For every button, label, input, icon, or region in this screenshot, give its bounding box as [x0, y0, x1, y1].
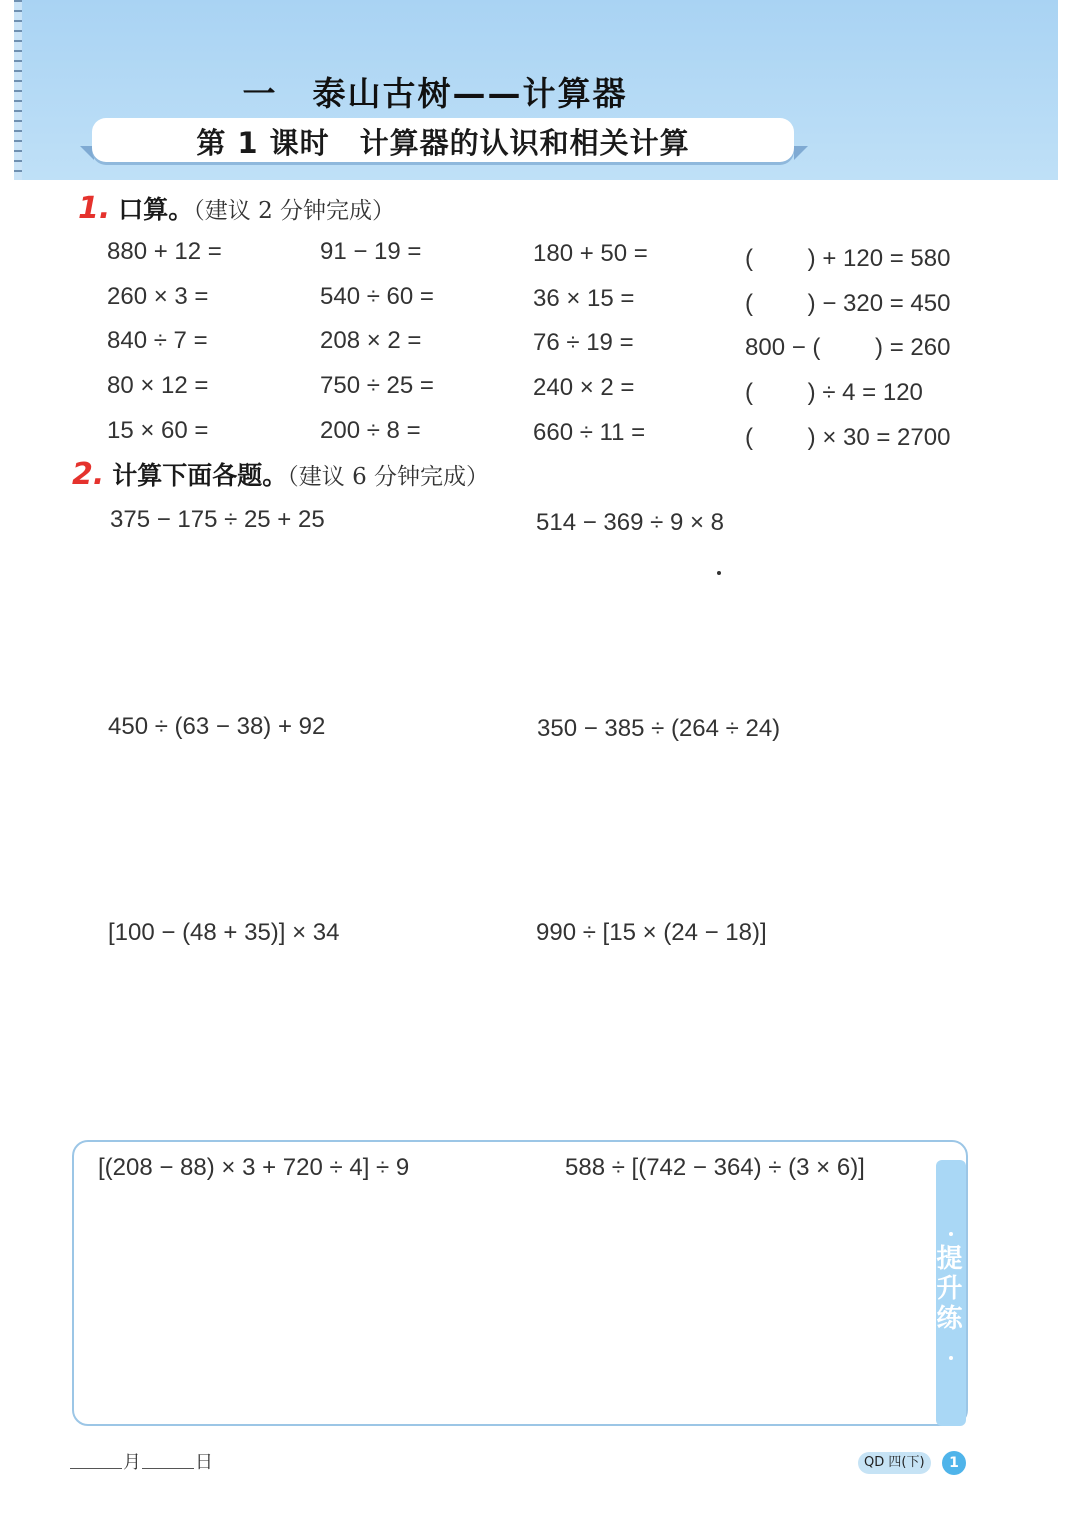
day-blank	[142, 1468, 194, 1469]
extension-problem-1: [(208 − 88) × 3 + 720 ÷ 4] ÷ 9	[98, 1154, 410, 1181]
problem-3: 450 ÷ (63 − 38) + 92	[108, 713, 326, 740]
oral-item: 208 × 2 =	[320, 327, 422, 354]
extension-tab-label: 提升练	[932, 1244, 962, 1334]
page-number: 1	[942, 1451, 966, 1475]
problem-2: 514 − 369 ÷ 9 × 8	[536, 509, 724, 536]
day-label: 日	[195, 1452, 213, 1473]
oral-item: 660 ÷ 11 =	[533, 419, 646, 446]
oral-item: ( ) × 30 = 2700	[745, 424, 951, 451]
oral-item: 750 ÷ 25 =	[320, 372, 434, 399]
section-1-title: 口算。	[118, 195, 194, 224]
oral-item: 15 × 60 =	[107, 417, 209, 444]
extension-tab-dot-top	[949, 1232, 953, 1236]
section-1-heading	[78, 190, 395, 226]
section-2-heading	[72, 456, 489, 492]
oral-item: 36 × 15 =	[533, 285, 635, 312]
oral-item: 840 ÷ 7 =	[107, 327, 208, 354]
oral-item: 80 × 12 =	[107, 372, 209, 399]
oral-item: 260 × 3 =	[107, 283, 209, 310]
oral-item: ( ) ÷ 4 = 120	[745, 379, 923, 406]
extension-tab-dot-bottom	[949, 1356, 953, 1360]
problem-6: 990 ÷ [15 × (24 − 18)]	[536, 919, 767, 946]
problem-5: [100 − (48 + 35)] × 34	[108, 919, 340, 946]
section-2-hint: （建议 6 分钟完成）	[287, 464, 490, 490]
oral-item: 800 − ( ) = 260	[745, 334, 951, 361]
oral-item: ( ) − 320 = 450	[745, 290, 951, 317]
oral-item: 76 ÷ 19 =	[533, 329, 634, 356]
section-1-hint: （建议 2 分钟完成）	[193, 198, 396, 224]
lesson-title: 第 1 课时 计算器的认识和相关计算	[196, 126, 690, 160]
oral-item: ( ) + 120 = 580	[745, 245, 951, 272]
month-label: 月	[123, 1452, 141, 1473]
oral-item: 880 + 12 =	[107, 238, 222, 265]
ribbon-tail-right	[794, 146, 808, 160]
oral-item: 91 − 19 =	[320, 238, 422, 265]
month-blank	[70, 1468, 122, 1469]
oral-item: 540 ÷ 60 =	[320, 283, 434, 310]
oral-item: 240 × 2 =	[533, 374, 635, 401]
extension-problem-2: 588 ÷ [(742 − 364) ÷ (3 × 6)]	[565, 1154, 865, 1181]
extension-box	[72, 1140, 968, 1426]
unit-title: 一 泰山古树——计算器	[242, 74, 628, 113]
problem-4: 350 − 385 ÷ (264 ÷ 24)	[537, 715, 781, 742]
oral-item: 200 ÷ 8 =	[320, 417, 421, 444]
oral-item: 180 + 50 =	[533, 240, 648, 267]
section-2-number: 2.	[72, 457, 105, 492]
section-1-number: 1.	[78, 191, 111, 226]
problem-1: 375 − 175 ÷ 25 + 25	[110, 506, 325, 533]
stray-dot	[717, 571, 721, 575]
section-2-title: 计算下面各题。	[112, 461, 288, 490]
edition-badge: QD 四(下)	[858, 1452, 931, 1474]
